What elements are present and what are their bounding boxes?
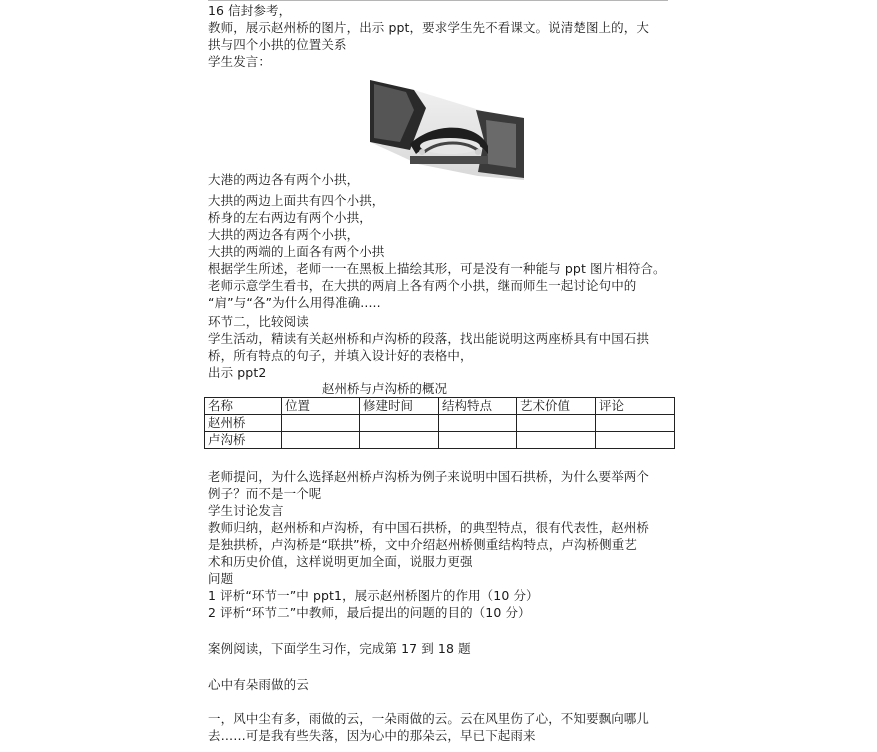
text-line: 学生发言：: [208, 54, 272, 69]
table-cell: [360, 415, 439, 432]
text-line: 心中有朵雨做的云: [208, 677, 309, 692]
text-line: 去……可是我有些失落，因为心中的那朵云，早已下起雨来: [208, 728, 536, 743]
text-line: 学生活动，精读有关赵州桥和卢沟桥的段落，找出能说明这两座桥具有中国石拱: [208, 331, 650, 346]
text-line: 老师提问，为什么选择赵州桥卢沟桥为例子来说明中国石拱桥，为什么要举两个: [208, 469, 650, 484]
table-header-cell: 评论: [596, 398, 675, 415]
text-line: 桥，所有特点的句子，并填入设计好的表格中，: [208, 348, 473, 363]
table-title: 赵州桥与卢沟桥的概况: [322, 381, 448, 396]
text-line: 学生讨论发言: [208, 503, 284, 518]
table-cell: [596, 415, 675, 432]
table-cell: [439, 415, 517, 432]
table-header-cell: 位置: [282, 398, 360, 415]
text-line: 例子？而不是一个呢: [208, 486, 322, 501]
bridge-comparison-table: [204, 397, 675, 449]
text-line: 教师，展示赵州桥的图片，出示 ppt，要求学生先不看课文。说清楚图上的，大: [208, 20, 649, 35]
text-line: 2 评析“环节二”中教师，最后提出的问题的目的（10 分）: [208, 605, 531, 620]
table-header-row: [205, 398, 675, 415]
text-line: 16 信封参考，: [208, 3, 292, 18]
text-line: 老师示意学生看书，在大拱的两肩上各有两个小拱，继而师生一起讨论句中的: [208, 278, 637, 293]
table-cell: [517, 415, 596, 432]
text-line: 大拱的两端的上面各有两个小拱: [208, 244, 385, 259]
table-row: [205, 415, 675, 432]
table-cell: [517, 432, 596, 449]
top-rule: [208, 0, 668, 1]
table-header-cell: 结构特点: [439, 398, 517, 415]
text-line: 拱与四个小拱的位置关系: [208, 37, 347, 52]
text-line: 桥身的左右两边有两个小拱，: [208, 210, 372, 225]
text-line: 大港的两边各有两个小拱，: [208, 172, 360, 187]
table-row: [205, 432, 675, 449]
text-line: 案例阅读，下面学生习作，完成第 17 到 18 题: [208, 641, 471, 656]
table-cell: [596, 432, 675, 449]
zhaozhou-bridge-photo: [366, 80, 526, 180]
text-line: 大拱的两边上面共有四个小拱，: [208, 193, 385, 208]
text-line: 是独拱桥，卢沟桥是“联拱”桥，文中介绍赵州桥侧重结构特点，卢沟桥侧重艺: [208, 537, 637, 552]
table-header-cell: 艺术价值: [517, 398, 596, 415]
table-cell: 卢沟桥: [205, 432, 282, 449]
table-header-cell: 名称: [205, 398, 282, 415]
text-line: 一，风中尘有多，雨做的云，一朵雨做的云。云在风里伤了心，不知要飘向哪儿: [208, 711, 650, 726]
text-line: 问题: [208, 571, 234, 586]
table-cell: [439, 432, 517, 449]
text-line: 术和历史价值，这样说明更加全面，说服力更强: [208, 554, 473, 569]
table-header-cell: 修建时间: [360, 398, 439, 415]
text-line: 根据学生所述，老师一一在黑板上描绘其形，可是没有一种能与 ppt 图片相符合。: [208, 261, 666, 276]
table-cell: [282, 432, 360, 449]
table-cell: [360, 432, 439, 449]
text-line: 教师归纳，赵州桥和卢沟桥，有中国石拱桥，的典型特点，很有代表性，赵州桥: [208, 520, 650, 535]
text-line: 出示 ppt2: [208, 365, 267, 380]
text-line: 大拱的两边各有两个小拱，: [208, 227, 360, 242]
table-cell: 赵州桥: [205, 415, 282, 432]
text-line: 环节二，比较阅读: [208, 314, 309, 329]
text-line: 1 评析“环节一”中 ppt1，展示赵州桥图片的作用（10 分）: [208, 588, 539, 603]
table-cell: [282, 415, 360, 432]
text-line: “肩”与“各”为什么用得准确.....: [208, 295, 381, 310]
